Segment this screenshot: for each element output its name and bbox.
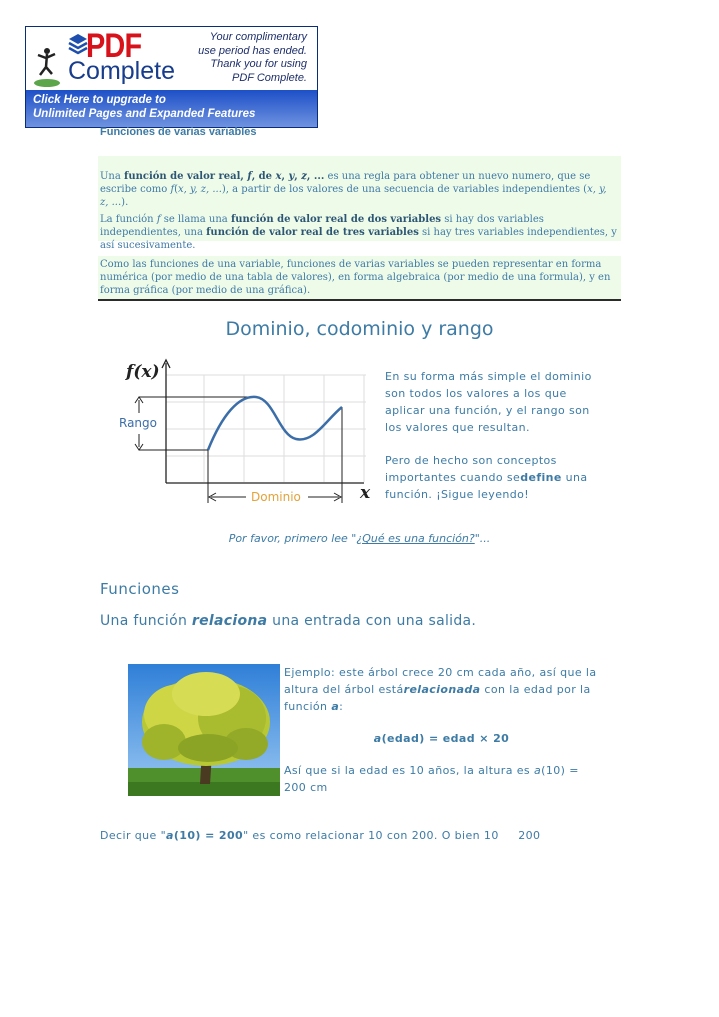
definition-box: [98, 156, 621, 251]
domain-bracket: [208, 407, 342, 503]
function-curve: [208, 397, 342, 450]
jumping-person-icon: [32, 45, 62, 90]
example-result: Así que si la edad es 10 años, la altura es a(10) = 200 cm: [284, 764, 579, 794]
definition-paragraph: Una función de valor real, f, de x, y, z, ... es una regla para obtener un nuevo numero, que se escribe como f(x, y, z, ...), a partir de los valores de una secuencia de variables independientes (x, y, z, ...).: [100, 171, 607, 208]
domain-description: [385, 368, 603, 519]
function-intro: Una función relaciona una entrada con una salida.: [100, 613, 477, 629]
y-axis-label: f(x): [126, 362, 160, 382]
x-axis-label: x: [360, 483, 371, 503]
representation-box: [98, 256, 621, 301]
relation-statement: Decir que "a(10) = 200" es como relacionar 10 con 200. O bien 10 200: [100, 829, 541, 842]
domain-definition: En su forma más simple el dominio son todos los valores a los que aplicar una función, y el rango son los valores que resultan.: [385, 370, 592, 434]
layers-icon: [68, 33, 88, 55]
section-title: Dominio, codominio y rango: [225, 318, 494, 340]
upgrade-link[interactable]: Click Here to upgrade to Unlimited Pages and Expanded Features: [33, 94, 256, 120]
what-is-a-function-link[interactable]: ¿Qué es una función?: [356, 532, 475, 545]
range-label: Rango: [119, 416, 157, 430]
tree-photo: [128, 664, 280, 796]
variables-paragraph: La función f se llama una función de valor real de dos variables si hay dos variables independientes, una función de valor real de tres variables si hay tres variables independientes, y así sucesivamente.: [100, 214, 617, 251]
tree-example: [284, 664, 599, 796]
representation-paragraph: Como las funciones de una variable, funciones de varias variables se pueden representar en forma numérica (por medio de una tabla de valores), en forma algebraica (por medio de una formula), y en forma gráfica (por medio de una gráfica).: [100, 259, 611, 296]
example-formula: a(edad) = edad × 20: [373, 732, 510, 745]
domain-label: Dominio: [251, 490, 301, 504]
example-intro: Ejemplo: este árbol crece 20 cm cada año, así que la altura del árbol estárelacionada con la edad por la función a:: [284, 666, 597, 713]
grid: [166, 375, 366, 482]
functions-heading: Funciones: [100, 580, 180, 598]
document-title: Funciones de varias variables: [100, 126, 257, 138]
domain-importance: Pero de hecho son conceptos importantes cuando sedefine una función. ¡Sigue leyendo!: [385, 454, 588, 501]
banner-message: Your complimentary use period has ended. Thank you for using PDF Complete.: [198, 31, 307, 84]
complete-logo-text: Complete: [68, 57, 175, 85]
domain-range-graph: [104, 355, 379, 505]
pdf-complete-banner[interactable]: [25, 26, 318, 128]
axes: [162, 360, 364, 483]
read-first-prompt: Por favor, primero lee "¿Qué es una función?"...: [228, 532, 491, 545]
pdf-logo-text: PDF: [86, 27, 142, 65]
